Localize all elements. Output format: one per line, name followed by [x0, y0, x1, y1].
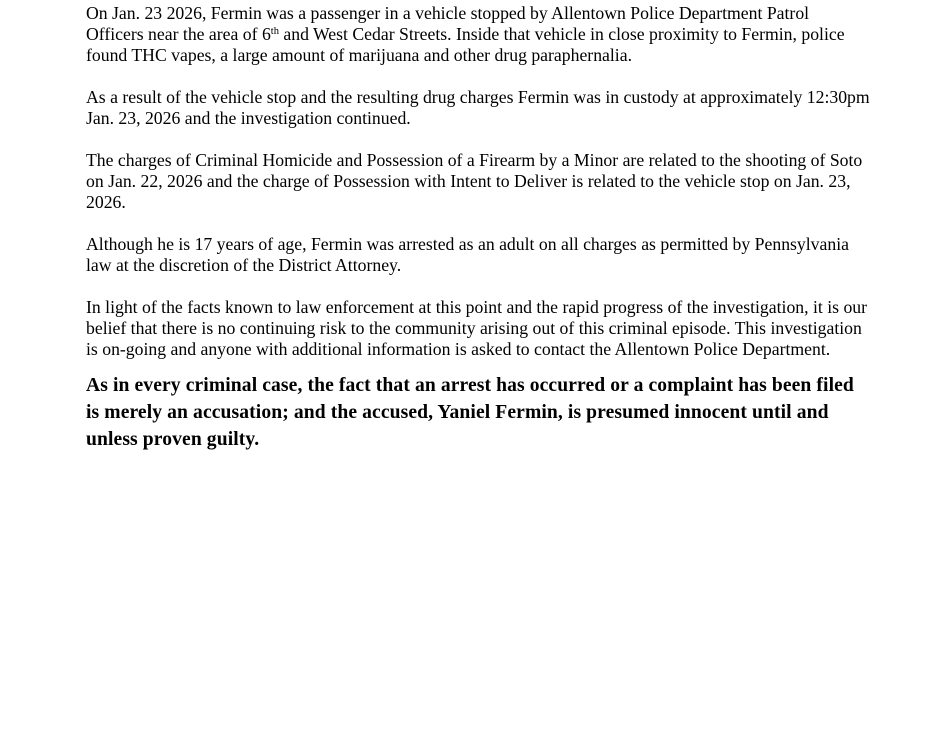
paragraph-charges: The charges of Criminal Homicide and Possession of a Firearm by a Minor are related to the shooting of Soto on Jan. 22, 2026 and the charge of Possession with Intent to Deliver is related to the vehicle stop on Jan. 23, 2026. — [86, 150, 863, 212]
document-body — [86, 3, 871, 453]
paragraph-community-risk: In light of the facts known to law enforcement at this point and the rapid progress of the investigation, it is our belief that there is no continuing risk to the community arising out of this criminal episode. This investigation is on-going and anyone with additional information is asked to contact the Allentown Police Department. — [86, 297, 868, 359]
paragraph-vehicle-stop-text-continued: and West Cedar Streets. Inside that vehicle in close proximity to Fermin, police found THC vapes, a large amount of marijuana and other drug paraphernalia. — [86, 24, 845, 65]
paragraph-custody: As a result of the vehicle stop and the resulting drug charges Fermin was in custody at approximately 12:30pm Jan. 23, 2026 and the investigation continued. — [86, 87, 870, 128]
paragraph-arrest-as-adult: Although he is 17 years of age, Fermin was arrested as an adult on all charges as permitted by Pennsylvania law at the discretion of the District Attorney. — [86, 234, 849, 275]
paragraph-vehicle-stop — [86, 3, 871, 66]
paragraph-vehicle-stop-text: On Jan. 23 2026, Fermin was a passenger in a vehicle stopped by Allentown Police Department Patrol Officers near the area of 6 — [86, 3, 810, 44]
ordinal-suffix: th — [270, 26, 279, 38]
presumption-of-innocence-statement: As in every criminal case, the fact that an arrest has occurred or a complaint has been filed is merely an accusation; and the accused, Yaniel Fermin, is presumed innocent until and unless proven guilty. — [86, 375, 854, 450]
